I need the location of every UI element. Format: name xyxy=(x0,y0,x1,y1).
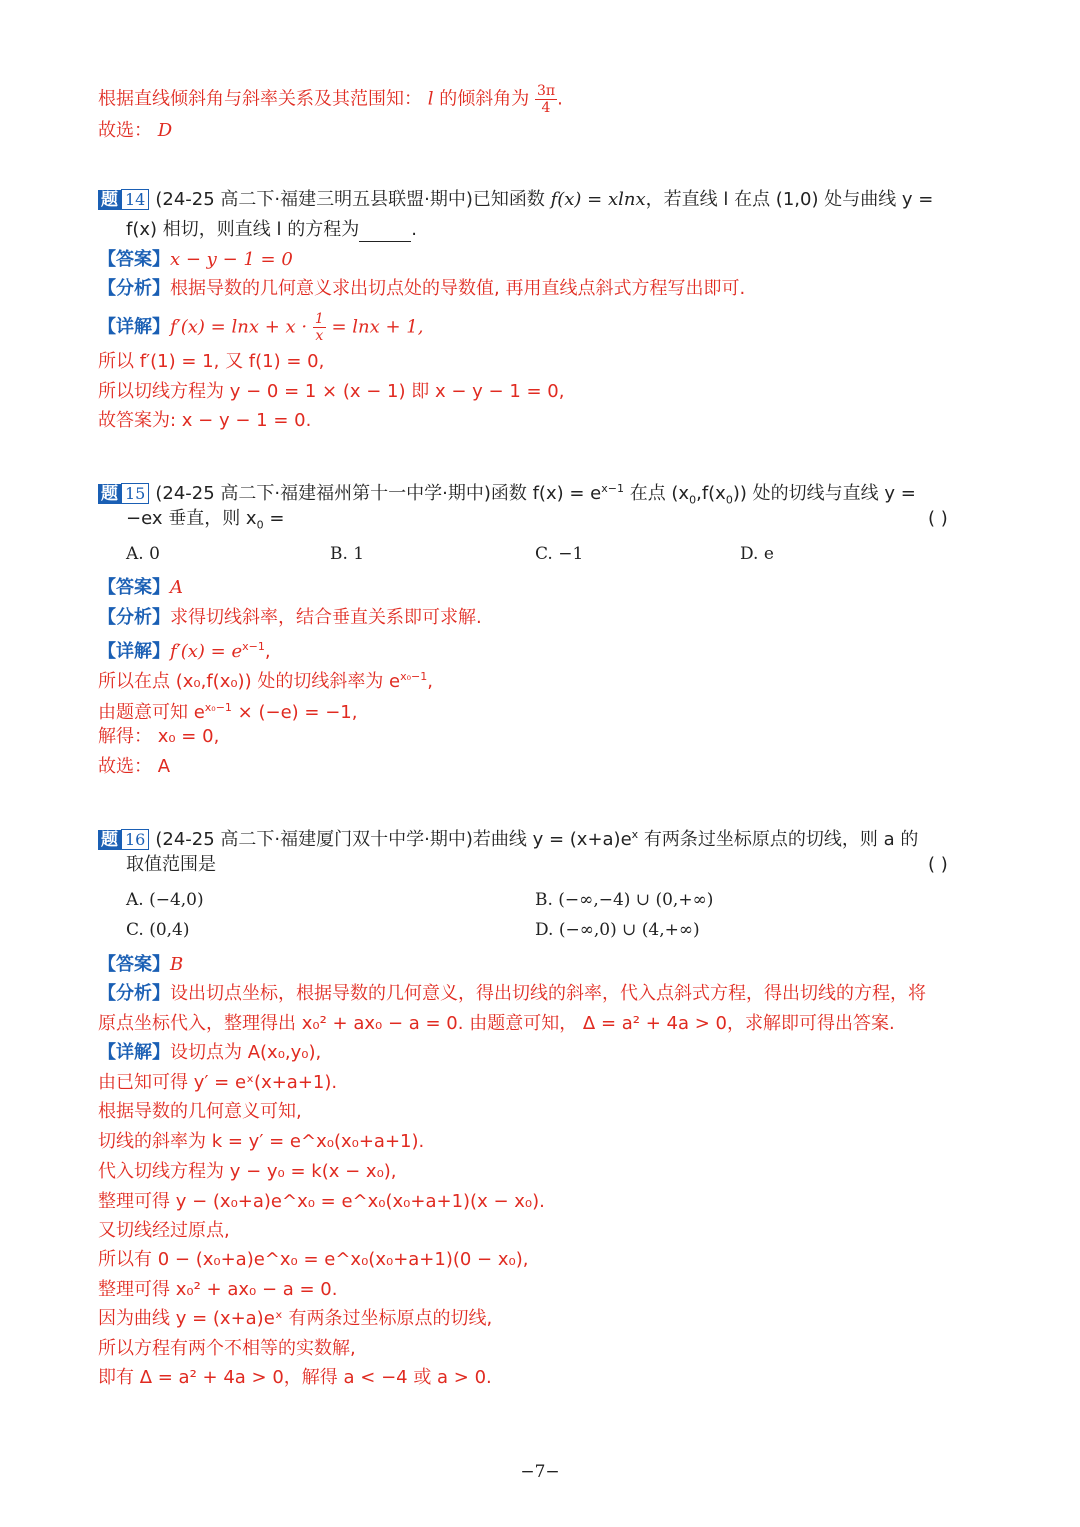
q16-detail8: 所以有 0 − (x₀+a)e^x₀ = e^x₀(x₀+a+1)(0 − x₀), xyxy=(98,1249,529,1270)
q16-badge-n: 16 xyxy=(121,829,149,850)
q15-detail-line2 xyxy=(98,665,433,694)
q16-answer-line xyxy=(98,953,183,977)
q16-detail-line12 xyxy=(98,1366,492,1390)
prev-conclusion-text-b: 的倾斜角为 xyxy=(433,88,535,110)
q14-detail-line1 xyxy=(98,311,423,344)
q14-answer: x − y − 1 = 0 xyxy=(170,249,293,270)
q16-detail5: 代入切线方程为 y − y₀ = k(x − x₀), xyxy=(98,1161,397,1182)
q15-answer: A xyxy=(170,577,183,598)
q16-detail3: 根据导数的几何意义可知, xyxy=(98,1101,302,1122)
q15-stem1-sub2: 0 xyxy=(725,493,733,507)
q16-detail-line9 xyxy=(98,1278,337,1302)
q14-detail-line3 xyxy=(98,380,564,404)
q16-detail-line5 xyxy=(98,1160,397,1184)
q14-badge-n: 14 xyxy=(121,189,149,210)
q15-answer-line xyxy=(98,576,183,600)
q16-stem-line2 xyxy=(126,853,216,877)
q16-detail11: 所以方程有两个不相等的实数解, xyxy=(98,1338,356,1359)
q15-detail-line4 xyxy=(98,725,219,749)
q14-detail1-fraction xyxy=(313,311,326,344)
q16-answer-label: 【答案】 xyxy=(98,954,170,975)
q16-detail-label: 【详解】 xyxy=(98,1042,170,1063)
q15-stem1-sub: 0 xyxy=(689,493,697,507)
q14-stem-fx: f(x) = xlnx xyxy=(550,189,646,210)
q15-detail3-sup: x₀−1 xyxy=(204,701,232,714)
q15-badge-n: 15 xyxy=(121,483,149,504)
q16-analysis-line2 xyxy=(98,1012,895,1036)
q16-detail4: 切线的斜率为 k = y′ = e^x₀(x₀+a+1). xyxy=(98,1131,425,1152)
q16-option-b: B. (−∞,−4) ∪ (0,+∞) xyxy=(535,890,714,910)
q14-stem-source: (24-25 高二下·福建三明五县联盟·期中)已知函数 xyxy=(155,189,551,210)
q15-detail1-b: , xyxy=(264,641,271,662)
prev-conclusion-line: 根据直线倾斜角与斜率关系及其范围知： l 的倾斜角为 $\frac{3\pi}{4}$ . xyxy=(98,83,563,116)
q16-detail-line4 xyxy=(98,1130,424,1154)
prev-line-l: l xyxy=(427,88,434,110)
q15-stem2-sub: 0 xyxy=(256,518,264,532)
q16-detail6: 整理可得 y − (x₀+a)e^x₀ = e^x₀(x₀+a+1)(x − x₀). xyxy=(98,1191,545,1212)
q15-stem1-d: )) 处的切线与直线 y = xyxy=(732,483,916,504)
q15-detail2: 所以在点 (x₀,f(x₀)) 处的切线斜率为 e xyxy=(98,671,401,692)
q16-detail9: 整理可得 x₀² + ax₀ − a = 0. xyxy=(98,1279,338,1300)
q14-stem-line2: f(x) 相切，则直线 l 的方程为 . xyxy=(126,219,417,240)
q14-detail-label: 【详解】 xyxy=(98,316,170,338)
prev-conclusion-text: 根据直线倾斜角与斜率关系及其范围知： xyxy=(98,88,422,110)
q16-detail-line2 xyxy=(98,1071,337,1095)
prev-choice-label: 故选： xyxy=(98,120,152,141)
q16-badge-q: 题 xyxy=(98,830,121,850)
q14-detail3: 所以切线方程为 y − 0 = 1 × (x − 1) 即 x − y − 1 = 0, xyxy=(98,381,565,402)
q14-detail2: 所以 f′(1) = 1, 又 f(1) = 0, xyxy=(98,351,325,372)
q16-answer-paren: ( ) xyxy=(928,854,948,875)
q14-frac-num: 1 xyxy=(314,311,324,327)
prev-choice-answer: D xyxy=(157,120,173,141)
q16-option-a: A. (−4,0) xyxy=(126,890,204,910)
q15-stem1: (24-25 高二下·福建福州第十一中学·期中)函数 f(x) = e xyxy=(155,483,602,504)
q16-stem2: 取值范围是 xyxy=(126,854,216,875)
page-number: −7− xyxy=(520,1462,560,1482)
q15-detail-line5 xyxy=(98,755,170,779)
q16-analysis-label: 【分析】 xyxy=(98,983,170,1004)
q15-badge-q: 题 xyxy=(98,484,121,504)
q15-detail1-sup: x−1 xyxy=(242,640,265,653)
q14-answer-label: 【答案】 xyxy=(98,249,170,270)
q15-stem1-sup: x−1 xyxy=(601,482,624,495)
q14-detail4: 故答案为: x − y − 1 = 0. xyxy=(98,410,312,431)
q14-analysis: 根据导数的几何意义求出切点处的导数值, 再用直线点斜式方程写出即可. xyxy=(170,278,746,299)
q15-detail1: f′(x) = e xyxy=(170,641,243,662)
q16-analysis2: 原点坐标代入，整理得出 x₀² + ax₀ − a = 0. 由题意可知， Δ = a² + 4a > 0，求解即可得出答案. xyxy=(98,1013,895,1034)
q16-stem-line1 xyxy=(98,823,918,852)
q16-badge xyxy=(98,828,149,852)
prev-choice-line xyxy=(98,119,172,143)
q15-answer-paren: ( ) xyxy=(928,508,948,529)
q16-detail-line7 xyxy=(98,1219,230,1243)
q15-detail4: 解得： x₀ = 0, xyxy=(98,726,220,747)
q14-badge-q: 题 xyxy=(98,190,121,210)
q15-stem-line2 xyxy=(126,507,284,538)
q14-badge xyxy=(98,188,149,212)
q15-badge xyxy=(98,482,149,506)
q14-stem-mid: ，若直线 l 在点 (1,0) 处与曲线 y = xyxy=(645,189,934,210)
q15-detail3: 由题意可知 e xyxy=(98,702,205,723)
q15-detail2-b: , xyxy=(427,671,433,692)
q16-detail-line6 xyxy=(98,1190,545,1214)
q16-option-d: D. (−∞,0) ∪ (4,+∞) xyxy=(535,920,700,940)
q16-detail-line8 xyxy=(98,1248,528,1272)
q15-stem2: −ex 垂直，则 x xyxy=(126,508,257,529)
q15-analysis-label: 【分析】 xyxy=(98,607,170,628)
q15-detail-line3 xyxy=(98,696,357,725)
q14-detail1-b: = lnx + 1, xyxy=(325,316,424,338)
q16-analysis1: 设出切点坐标，根据导数的几何意义，得出切线的斜率，代入点斜式方程，得出切线的方程，将 xyxy=(170,983,926,1004)
q15-detail-line1 xyxy=(98,635,271,664)
q15-stem1-c: ,f(x xyxy=(696,483,726,504)
q16-detail-line11 xyxy=(98,1337,356,1361)
q16-detail2: 由已知可得 y′ = eˣ(x+a+1). xyxy=(98,1072,338,1093)
q14-stem-line1 xyxy=(98,188,933,212)
q16-detail-line1 xyxy=(98,1041,321,1065)
q16-detail7: 又切线经过原点, xyxy=(98,1220,230,1241)
prev-fraction xyxy=(535,83,557,116)
q14-answer-blank xyxy=(359,223,411,242)
q15-detail-label: 【详解】 xyxy=(98,641,170,662)
q16-detail10: 因为曲线 y = (x+a)eˣ 有两条过坐标原点的切线, xyxy=(98,1308,493,1329)
q15-option-b: B. 1 xyxy=(330,544,365,564)
q16-stem1-b: 有两条过坐标原点的切线，则 a 的 xyxy=(638,829,919,850)
q16-analysis-line1 xyxy=(98,982,926,1006)
q16-detail-line10 xyxy=(98,1307,492,1331)
q14-detail-line2 xyxy=(98,350,324,374)
q16-stem1-sup: x xyxy=(631,828,639,841)
q16-stem1: (24-25 高二下·福建厦门双十中学·期中)若曲线 y = (x+a)e xyxy=(155,829,632,850)
q14-detail-line4 xyxy=(98,409,311,433)
q14-answer-line xyxy=(98,248,293,272)
q15-answer-label: 【答案】 xyxy=(98,577,170,598)
q16-detail1: 设切点为 A(x₀,y₀), xyxy=(170,1042,322,1063)
q15-option-d: D. e xyxy=(740,544,774,564)
q14-analysis-line xyxy=(98,277,745,301)
q14-detail1-a: f′(x) = lnx + x · xyxy=(170,316,308,338)
q16-option-c: C. (0,4) xyxy=(126,920,190,940)
q15-detail5: 故选： A xyxy=(98,756,171,777)
q14-analysis-label: 【分析】 xyxy=(98,278,170,299)
q15-stem2-b: = xyxy=(263,508,285,529)
prev-fraction-num: 3π xyxy=(536,83,556,99)
q14-frac-den: x xyxy=(315,328,324,344)
q15-option-a: A. 0 xyxy=(126,544,160,564)
q15-detail2-sup: x₀−1 xyxy=(400,670,428,683)
q15-stem1-b: 在点 (x xyxy=(623,483,690,504)
q15-analysis: 求得切线斜率，结合垂直关系即可求解. xyxy=(170,607,482,628)
q16-answer: B xyxy=(170,954,184,975)
q15-option-c: C. −1 xyxy=(535,544,584,564)
q16-detail12: 即有 Δ = a² + 4a > 0，解得 a < −4 或 a > 0. xyxy=(98,1367,492,1388)
prev-fraction-den: 4 xyxy=(541,100,551,116)
q15-detail3-b: × (−e) = −1, xyxy=(231,702,358,723)
q14-stem-l2: f(x) 相切，则直线 l 的方程为 xyxy=(126,219,360,240)
q16-detail-line3 xyxy=(98,1100,302,1124)
q15-analysis-line xyxy=(98,606,482,630)
